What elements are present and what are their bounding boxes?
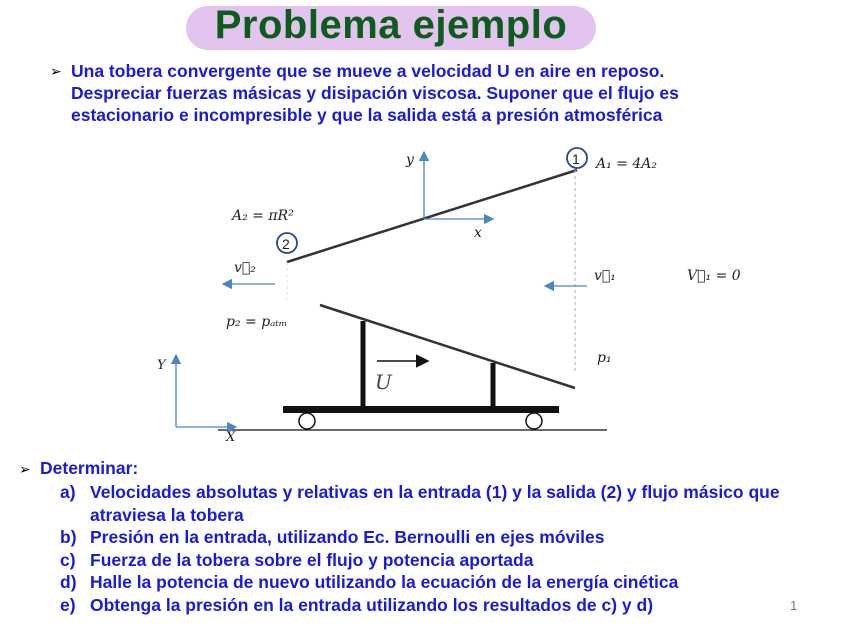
v2-label: v⃗₂ — [234, 260, 256, 276]
cart-platform — [283, 406, 559, 413]
intro-line: Despreciar fuerzas másicas y disipación viscosa. Suponer que el flujo es — [71, 83, 679, 103]
page-title: Problema ejemplo — [214, 3, 568, 47]
task-label: b) — [60, 527, 77, 547]
task-text: Fuerza de la tobera sobre el flujo y potencia aportada — [90, 549, 534, 570]
bullet-arrow-icon: ➢ — [19, 461, 31, 477]
list-item — [60, 481, 820, 526]
section-2-label: 2 — [282, 236, 290, 252]
intro-line: estacionario e incompresible y que la salida está a presión atmosférica — [71, 105, 663, 125]
list-item — [60, 594, 820, 617]
area-1-label: A₁ = 4A₂ — [596, 156, 657, 172]
intro-line: Una tobera convergente que se mueve a velocidad U en aire en reposo. — [71, 61, 665, 81]
task-label: d) — [60, 572, 77, 592]
section-1-label: 1 — [572, 151, 580, 167]
bullet-arrow-icon: ➢ — [50, 63, 62, 79]
task-text: Halle la potencia de nuevo utilizando la ecuación de la energía cinética — [90, 572, 679, 592]
V1-label: V⃗₁ = 0 — [687, 268, 741, 284]
label-X: X — [226, 430, 236, 445]
task-label: e) — [60, 594, 76, 615]
cart-wheel-left — [299, 413, 315, 429]
task-text: Obtenga la presión en la entrada utilizando los resultados de c) y d) — [90, 594, 654, 615]
nozzle-lower-wall — [320, 305, 575, 388]
U-label: U — [375, 370, 392, 394]
list-item — [60, 549, 820, 572]
p2-label: p₂ = pₐₜₘ — [226, 314, 288, 330]
label-x-small: x — [474, 225, 482, 241]
list-item — [60, 571, 820, 594]
nozzle-upper-wall — [287, 170, 577, 262]
v1-label: v⃗₁ — [594, 268, 616, 284]
label-y-small: y — [406, 152, 414, 168]
task-list — [60, 481, 820, 616]
task-text: Presión en la entrada, utilizando Ec. Bernoulli en ejes móviles — [90, 527, 605, 547]
p1-label: p₁ — [597, 350, 612, 366]
task-label: a) — [60, 482, 76, 502]
area-2-label: A₂ = πR² — [232, 208, 294, 224]
task-label: c) — [60, 549, 76, 570]
page-number: 1 — [790, 598, 798, 613]
cart-wheel-right — [526, 413, 542, 429]
label-Y: Y — [157, 358, 166, 373]
task-text: Velocidades absolutas y relativas en la entrada (1) y la salida (2) y flujo másico que atraviesa la tobera — [90, 482, 780, 525]
determinar-heading: Determinar: — [40, 458, 139, 478]
list-item — [60, 526, 820, 549]
